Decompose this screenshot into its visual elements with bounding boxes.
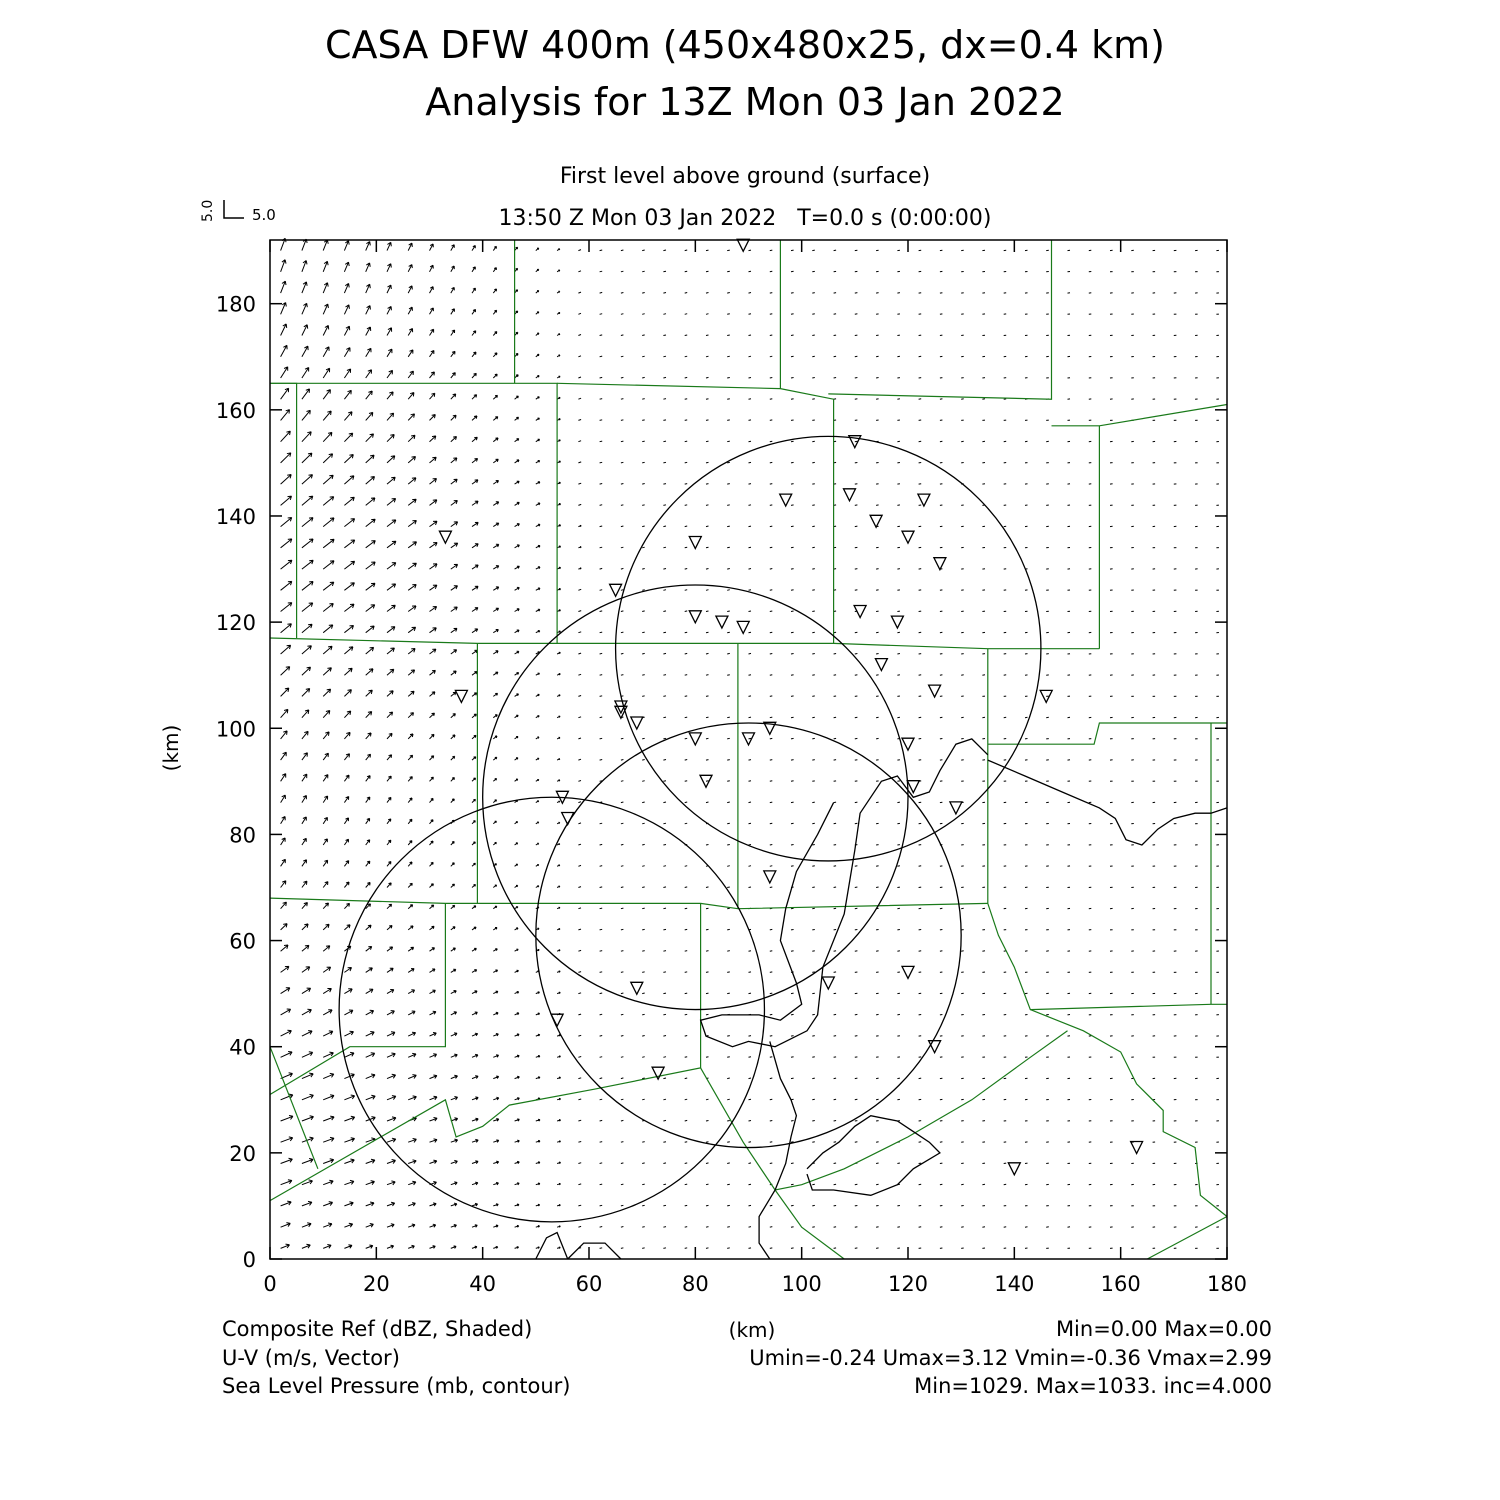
county-line — [701, 1031, 1068, 1190]
pressure-contour — [568, 1243, 621, 1259]
county-line — [988, 903, 1227, 1216]
x-axis-label: (km) — [728, 1318, 776, 1342]
x-tick-label: 120 — [887, 1272, 929, 1296]
x-tick-label: 20 — [362, 1272, 390, 1296]
station-marker — [934, 558, 946, 570]
y-tick-label: 40 — [229, 1035, 256, 1060]
station-marker — [902, 966, 914, 978]
y-tick-label: 120 — [215, 611, 256, 636]
station-marker — [631, 982, 643, 994]
legend-row2-right: Umin=-0.24 Umax=3.12 Vmin=-0.36 Vmax=2.99 — [749, 1346, 1272, 1370]
pressure-contour — [807, 1116, 940, 1196]
legend-row3-right: Min=1029. Max=1033. inc=4.000 — [914, 1374, 1272, 1398]
vector-scale-u: 5.0 — [252, 206, 276, 224]
x-tick-label: 160 — [1100, 1272, 1141, 1296]
station-marker — [689, 611, 701, 623]
radar-range-ring — [536, 723, 961, 1148]
y-tick-label: 20 — [229, 1141, 256, 1166]
station-marker — [1008, 1163, 1020, 1175]
pressure-contour — [536, 1233, 568, 1260]
station-marker — [950, 802, 962, 814]
x-tick-label: 0 — [263, 1272, 277, 1296]
x-tick-label: 80 — [681, 1272, 709, 1296]
legend-row2-left: U-V (m/s, Vector) — [222, 1346, 400, 1370]
county-line — [270, 638, 1099, 649]
station-marker — [439, 531, 451, 543]
station-marker — [929, 1041, 941, 1053]
radar-range-rings — [339, 436, 1041, 1221]
county-line — [270, 1047, 318, 1169]
title-line1: CASA DFW 400m (450x480x25, dx=0.4 km) — [324, 23, 1166, 67]
x-tick-label: 40 — [469, 1272, 497, 1296]
axis-ticks — [216, 240, 1247, 1296]
station-marker — [610, 584, 622, 596]
pressure-contour — [988, 760, 1227, 845]
pressure-contours — [536, 739, 1227, 1259]
station-marker — [1131, 1142, 1143, 1154]
legend-row1-right: Min=0.00 Max=0.00 — [1055, 1317, 1272, 1341]
vector-scale-v: 5.0 — [200, 199, 216, 222]
station-marker — [631, 717, 643, 729]
station-marker — [870, 515, 882, 527]
y-tick-label: 0 — [242, 1248, 256, 1272]
station-marker — [689, 733, 701, 745]
legend-row3-left: Sea Level Pressure (mb, contour) — [222, 1374, 571, 1398]
station-marker — [716, 616, 728, 628]
vector-scale-key — [200, 200, 276, 224]
county-line — [1030, 1004, 1227, 1009]
station-marker — [737, 621, 749, 633]
station-marker — [737, 239, 749, 251]
station-marker — [764, 871, 776, 883]
station-marker — [780, 494, 792, 506]
title-line2: Analysis for 13Z Mon 03 Jan 2022 — [425, 80, 1065, 124]
county-line — [270, 383, 297, 638]
pressure-contour — [759, 1041, 796, 1259]
y-tick-label: 180 — [215, 292, 256, 317]
station-marker — [929, 685, 941, 697]
x-tick-label: 100 — [781, 1272, 822, 1296]
county-line — [1052, 405, 1228, 426]
subtitle-time: 13:50 Z Mon 03 Jan 2022 T=0.0 s (0:00:00) — [498, 206, 992, 231]
y-tick-label: 80 — [229, 823, 256, 848]
y-tick-label: 160 — [215, 398, 256, 423]
y-tick-label: 140 — [215, 504, 256, 529]
station-marker — [822, 977, 834, 989]
county-line — [270, 903, 701, 1200]
legend-row1-left: Composite Ref (dBZ, Shaded) — [222, 1317, 533, 1341]
station-marker — [875, 659, 887, 671]
county-line — [828, 240, 1051, 399]
county-line — [1147, 1217, 1227, 1260]
county-line — [270, 903, 445, 1094]
station-markers — [439, 239, 1142, 1175]
y-axis-label: (km) — [159, 724, 183, 772]
station-marker — [902, 531, 914, 543]
county-line — [270, 383, 557, 643]
x-tick-label: 180 — [1206, 1272, 1248, 1296]
subtitle-level: First level above ground (surface) — [559, 164, 931, 189]
station-marker — [918, 494, 930, 506]
x-tick-label: 60 — [575, 1272, 603, 1296]
y-tick-label: 100 — [215, 717, 256, 742]
pressure-contour — [701, 739, 988, 1047]
station-marker — [455, 690, 467, 702]
y-tick-label: 60 — [229, 929, 256, 954]
x-tick-label: 140 — [994, 1272, 1035, 1296]
station-marker — [689, 537, 701, 549]
county-line — [557, 383, 834, 643]
station-marker — [902, 738, 914, 750]
station-marker — [844, 489, 856, 501]
station-marker — [891, 616, 903, 628]
